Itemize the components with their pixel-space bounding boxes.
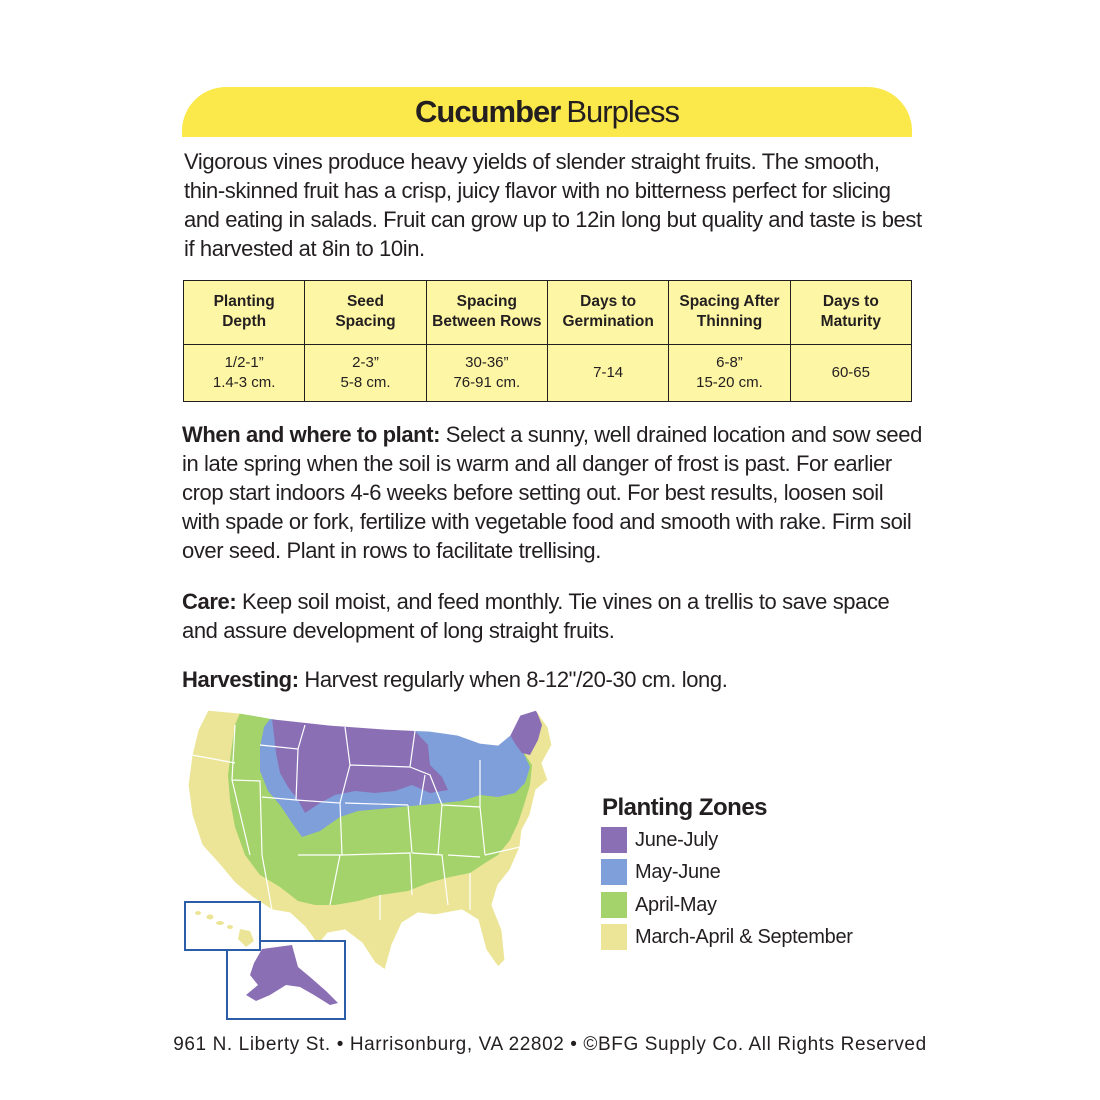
harvesting-paragraph bbox=[182, 665, 922, 694]
header-thinning: Spacing After Thinning bbox=[669, 281, 790, 345]
legend-label: April-May bbox=[635, 893, 717, 916]
legend-swatch bbox=[601, 892, 627, 918]
value-maturity: 60-65 bbox=[790, 344, 911, 401]
planting-label: When and where to plant: bbox=[182, 422, 441, 447]
header-seed-spacing: Seed Spacing bbox=[305, 281, 426, 345]
planting-paragraph bbox=[182, 420, 922, 565]
header-maturity: Days to Maturity bbox=[790, 281, 911, 345]
planting-zone-map bbox=[180, 705, 600, 1025]
legend-item-march-april-september bbox=[601, 924, 853, 950]
legend-item-june-july bbox=[601, 827, 718, 853]
harvesting-text: Harvest regularly when 8-12"/20-30 cm. long. bbox=[298, 667, 728, 692]
value-seed-spacing: 2-3” 5-8 cm. bbox=[305, 344, 426, 401]
legend-label: June-July bbox=[635, 828, 718, 851]
care-text: Keep soil moist, and feed monthly. Tie vines on a trellis to save space and assure development of long straight fruits. bbox=[182, 589, 890, 643]
legend-swatch bbox=[601, 924, 627, 950]
title-rest: Burpless bbox=[566, 94, 679, 129]
legend-label: March-April & September bbox=[635, 925, 853, 948]
value-germination: 7-14 bbox=[547, 344, 668, 401]
header-row-spacing: Spacing Between Rows bbox=[426, 281, 547, 345]
legend-item-april-may bbox=[601, 892, 717, 918]
header-germination: Days to Germination bbox=[547, 281, 668, 345]
specs-header-row bbox=[184, 281, 912, 345]
specs-table bbox=[183, 280, 912, 402]
care-label: Care: bbox=[182, 589, 237, 614]
title-bold: Cucumber bbox=[415, 94, 561, 129]
legend-title: Planting Zones bbox=[602, 794, 768, 821]
planting-text: Select a sunny, well drained location and sow seed in late spring when the soil is warm and all danger of frost is past. For earlier crop start indoors 4-6 weeks before setting out. For best results, loosen soil with spade or fork, fertilize with vegetable food and smooth with rake. Firm soil over seed. Plant in rows to facilitate trellising. bbox=[182, 422, 922, 563]
title-banner bbox=[182, 87, 912, 137]
harvesting-label: Harvesting: bbox=[182, 667, 299, 692]
care-paragraph bbox=[182, 587, 922, 645]
legend-label: May-June bbox=[635, 860, 721, 883]
value-planting-depth: 1/2-1” 1.4-3 cm. bbox=[184, 344, 305, 401]
legend-item-may-june bbox=[601, 859, 720, 885]
value-row-spacing: 30-36” 76-91 cm. bbox=[426, 344, 547, 401]
header-planting-depth: Planting Depth bbox=[184, 281, 305, 345]
value-thinning: 6-8” 15-20 cm. bbox=[669, 344, 790, 401]
footer-address: 961 N. Liberty St. • Harrisonburg, VA 22802 • ©BFG Supply Co. All Rights Reserved bbox=[173, 1034, 927, 1055]
legend-swatch bbox=[601, 827, 627, 853]
legend-swatch bbox=[601, 859, 627, 885]
specs-value-row bbox=[184, 344, 912, 401]
description: Vigorous vines produce heavy yields of slender straight fruits. The smooth, thin-skinned fruit has a crisp, juicy flavor with no bitterness perfect for slicing and eating in salads. Fruit can grow up to 12in long but quality and taste is best if harvested at 8in to 10in. bbox=[184, 149, 922, 261]
